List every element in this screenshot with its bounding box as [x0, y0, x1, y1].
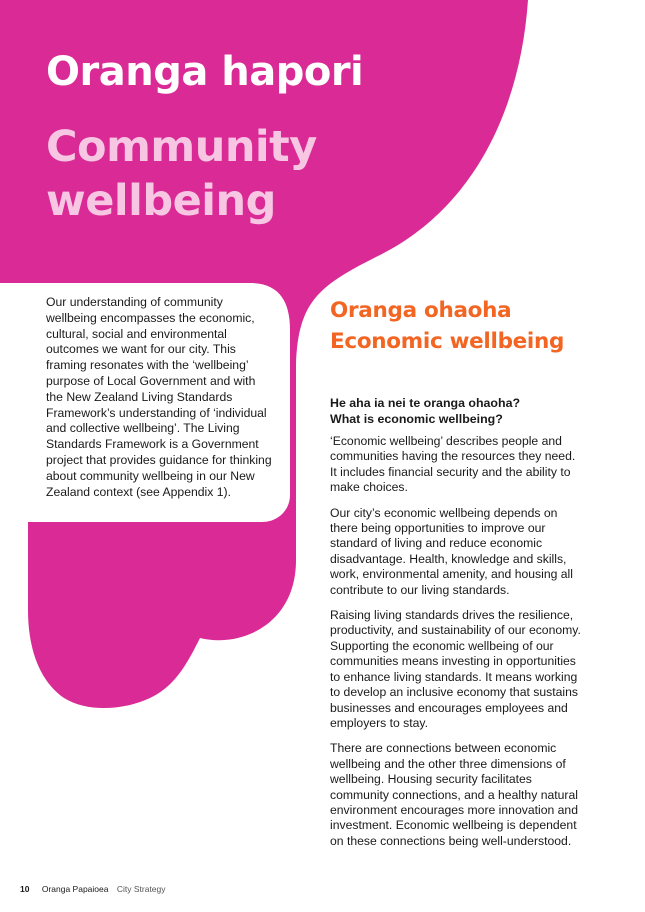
section-question: [330, 396, 520, 427]
page-title-english: [46, 120, 317, 228]
intro-paragraph: Our understanding of community wellbeing encompasses the economic, cultural, social and environmental outcomes we want for our city. This framing resonates with the ‘wellbeing’ purpose of Local Government and with the New Zealand Living Standards Framework’s understanding of ‘individual and collective wellbeing’. The Living Standards Framework is a Government project that provides guidance for thinking about community wellbeing in our New Zealand context (see Appendix 1).: [46, 295, 272, 499]
body-paragraph-2: Our city’s economic wellbeing depends on there being opportunities to improve our standard of living and reduce economic disadvantage. Health, knowledge and skills, work, environmental amenity, and housing all contribute to our living standards.: [330, 505, 573, 597]
section-heading-maori: Oranga ohaoha: [330, 298, 512, 323]
page-title-english-line1: Community: [46, 122, 317, 172]
body-paragraph-3: Raising living standards drives the resilience, productivity, and sustainability of our economy. Supporting the economic wellbeing of our communities means investing in opportunities to enhance living standards. It means working to develop an inclusive economy that sustains businesses and encourages employees and employers to stay.: [330, 608, 581, 730]
page-title-english-line2: wellbeing: [46, 176, 276, 226]
section-question-english: What is economic wellbeing?: [330, 411, 503, 426]
page-number: 10: [20, 884, 30, 894]
body-paragraph-4: There are connections between economic wellbeing and the other three dimensions of wellbeing. Housing security facilitates community connections, and a healthy natural environment encourages more innovation and investment. Economic wellbeing is dependent on these connections being well-understood.: [330, 741, 578, 848]
page-title-maori: Oranga hapori: [46, 49, 364, 95]
section-heading-english: Economic wellbeing: [330, 329, 565, 354]
body-paragraph-1: ‘Economic wellbeing’ describes people and communities having the resources they need. It includes financial security and the ability to make choices.: [330, 434, 576, 495]
body-text: [330, 434, 585, 859]
section-question-maori: He aha ia nei te oranga ohaoha?: [330, 396, 521, 410]
section-heading: [330, 295, 564, 357]
footer-strategy-label: City Strategy: [116, 884, 166, 894]
page-footer: [20, 884, 166, 894]
footer-document-title: Oranga Papaioea: [41, 884, 109, 894]
